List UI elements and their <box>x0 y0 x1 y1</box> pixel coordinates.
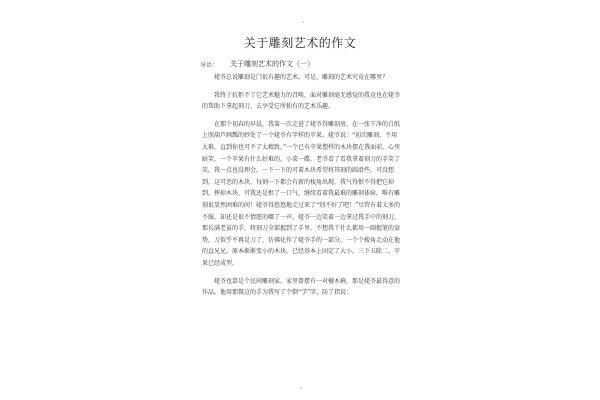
top-mark: 、 <box>302 17 309 24</box>
paragraph: 在那个初春的早晨，我第一次走进了姥爷得雕刻房，在一张干净的白纸上照葫芦画瓢的妙处了一个姥爷有字样的苹果。姥爷说：“初次雕刻，不用太难，直到你也可不了太精致。”一个已有苹果塑样的木块摆在我面前，心里暗笑，一个苹果有什么好难的，小菜一碟。老爷看了看我拿着刻刀的手笑了笑。我一点也没理会，一下一下的可着木块希望将其刻的圆滑些，可没想到，这可恶的木块，每刻一下都会有新的棱角出现，我气得恨不得把它掉到，摔掉木块，可我还是恨了一口气，继续看着我最难的雕刻体验，唯有雕刻很显然困难的问！姥爷得悠悠地走过来了“别不好了吧！”尽管有着太多的不服，却还是很不情愿的嘟了一声。姥爷一边笑着一边拿过我手中的刻刀，那长满老茧的手，将刻刀全部握到了手里。不想我干什么都用一副握笔的姿势，刀似乎不再是刀了，仿佛化作了姥爷手的一部分，一个个棱角走动在他的直兄兄，原本渐渐变小的木块，已经基本上固定了大小，三下五除二，苹果已经成型。 <box>202 120 401 267</box>
paragraph: 我终于抗拒不了它艺术魅力的召唤，面对雕刻毫无感觉的我竟也在姥爷的帮助下拿起刻刀，去享受它所独有的艺术乐趣。 <box>202 91 401 111</box>
essay-body <box>202 72 402 305</box>
note-label: 导语： <box>200 62 219 69</box>
essay-subtitle: 关于雕刻艺术的作文（一） <box>230 60 314 68</box>
bottom-mark: 、 <box>300 383 307 390</box>
page-title: 关于雕刻艺术的作文 <box>243 36 357 50</box>
paragraph: 姥爷也算是个民间雕刻家，家里曾摆有一对檀木椅，那是姥爷最得意的作品。他用那微这的手为我写了个倒“学”字，防了指说： <box>202 277 401 297</box>
paragraph: 姥爷总说雕刻是门很有趣的艺术。可是，雕刻的艺术究竟在哪里？ <box>214 74 389 81</box>
